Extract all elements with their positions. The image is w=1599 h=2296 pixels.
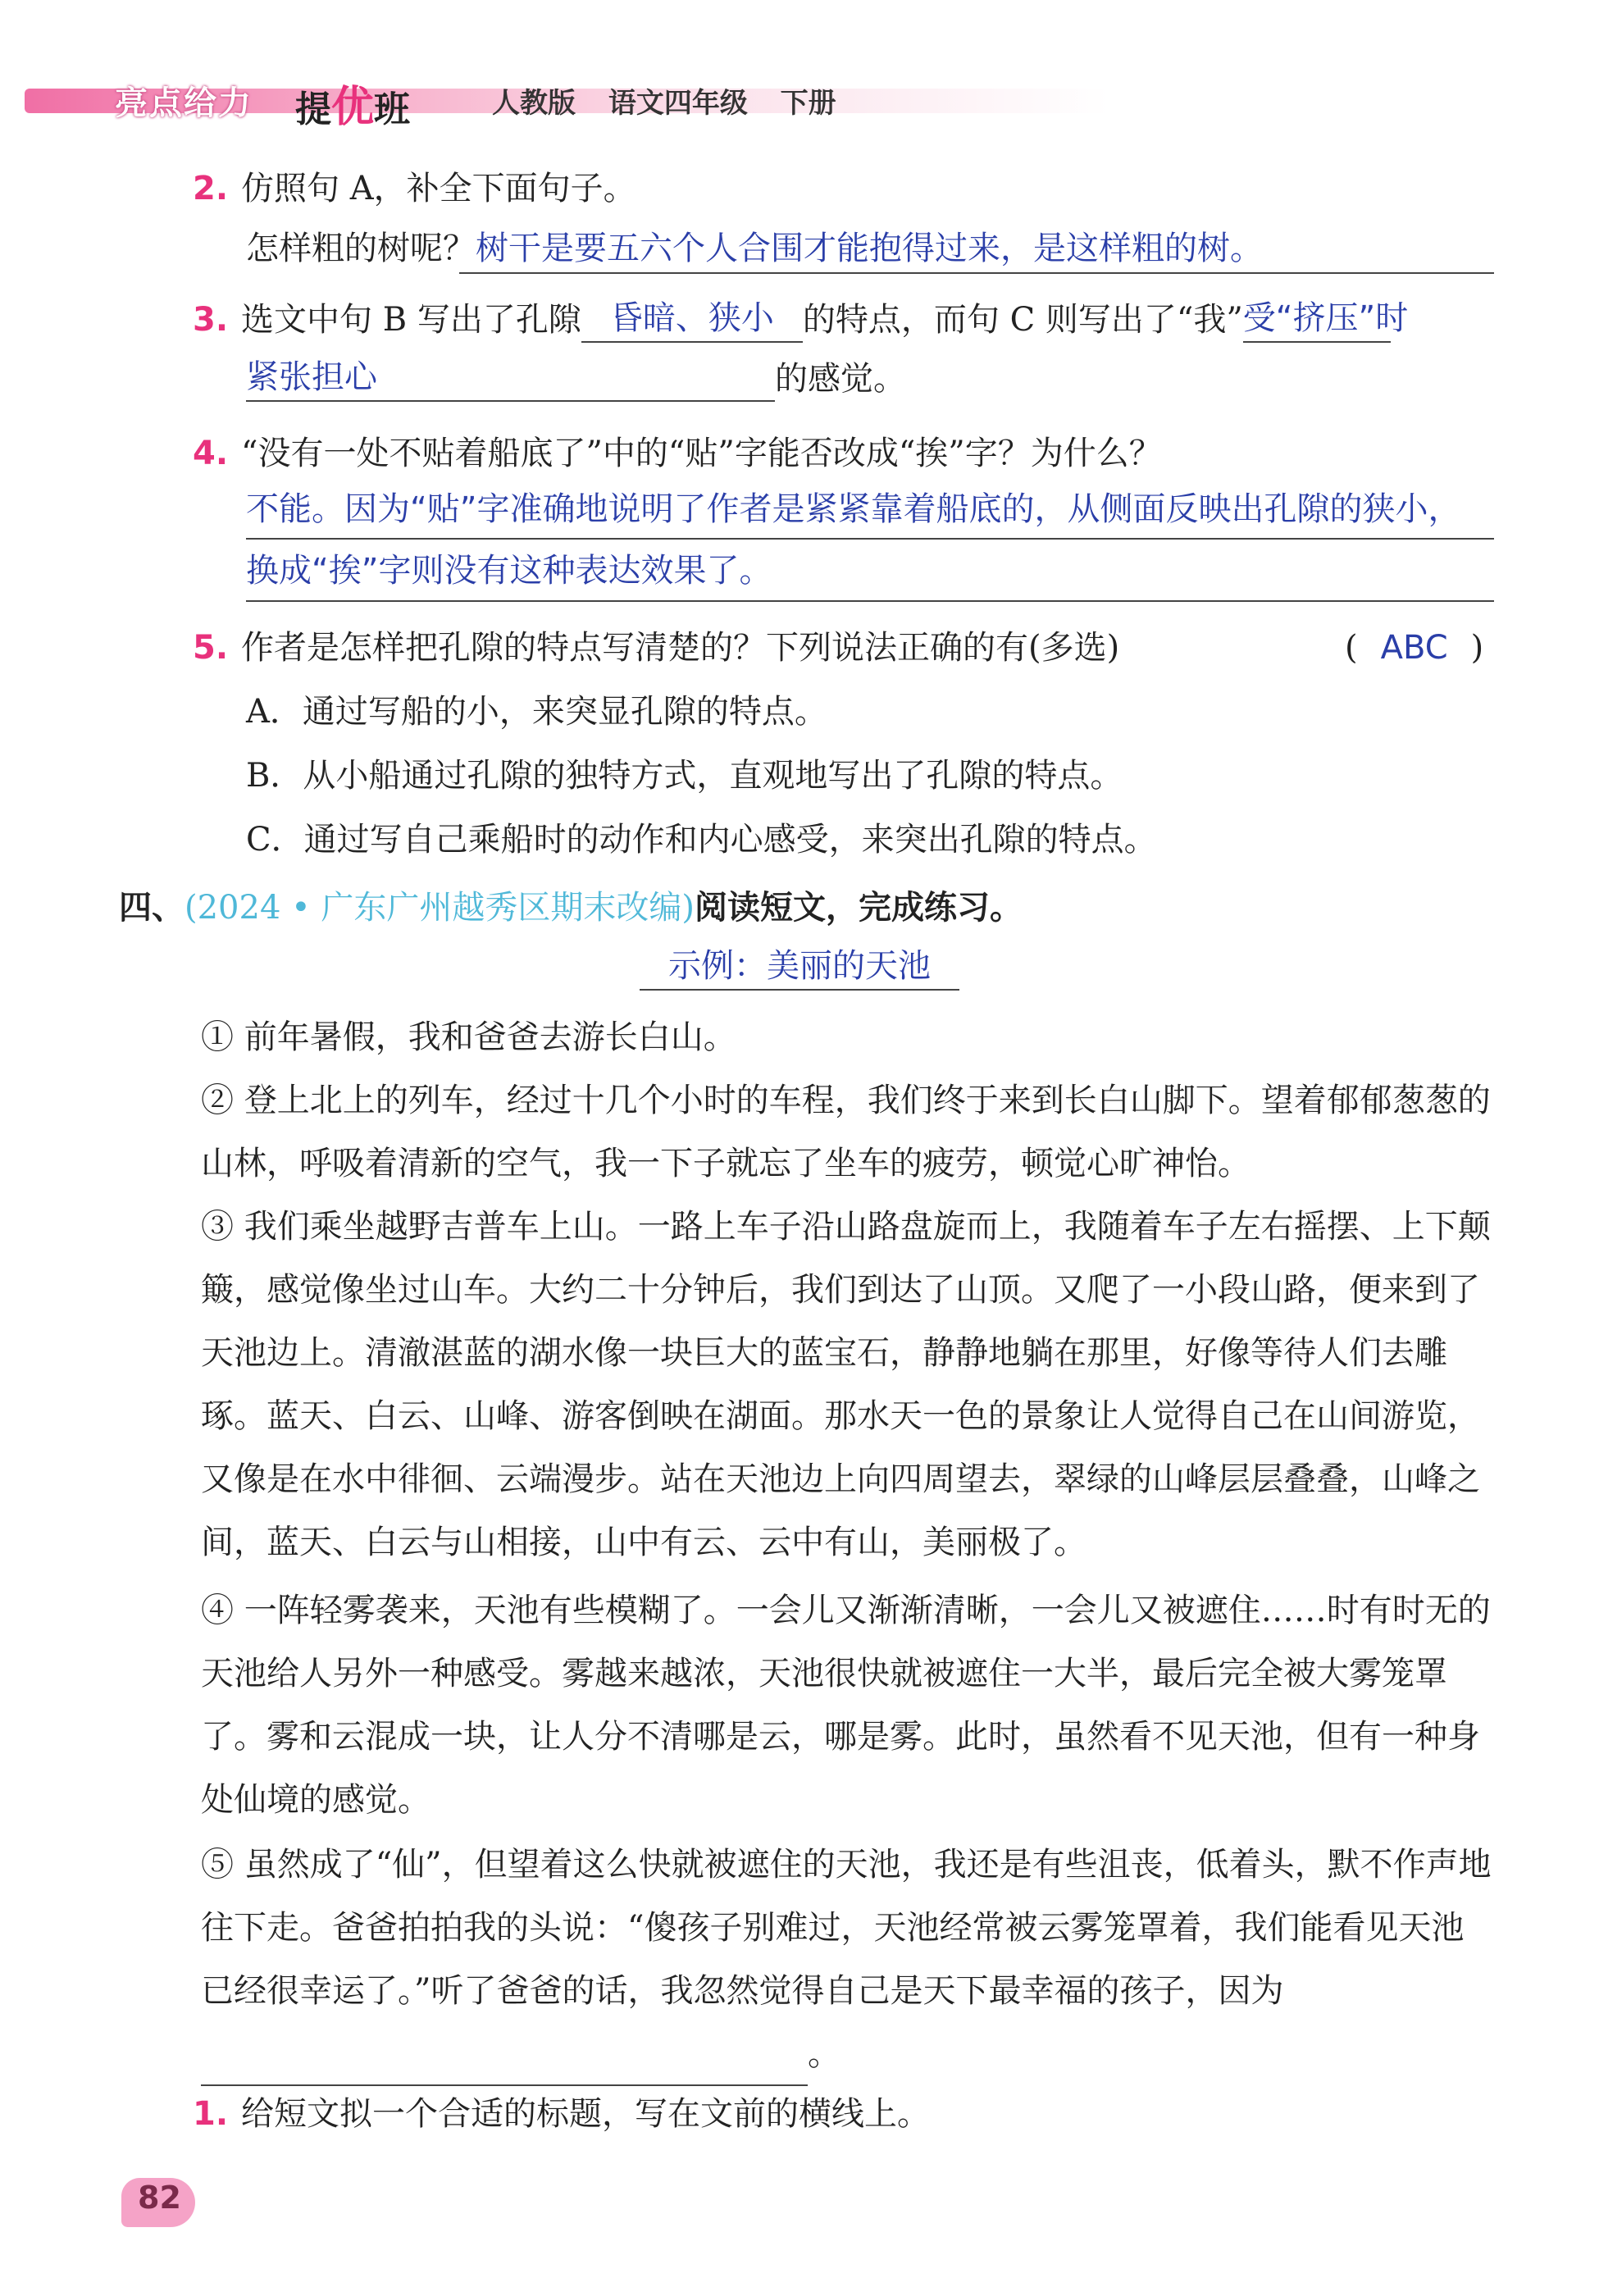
q3-text-b: 的特点，而句 C 则写出了“我” [802,301,1243,339]
paren-close: ) [1470,629,1484,667]
q4-underline-1 [246,538,1494,540]
question-text: 作者是怎样把孔隙的特点写清楚的？下列说法正确的有(多选) [241,629,1120,667]
q3-answer-b1: 受“挤压”时 [1243,295,1391,343]
page-number [121,2173,203,2232]
q5-answer: ABC [1380,629,1448,667]
brand-ti: 提 [295,89,331,130]
q5-option-b: B．从小船通过孔隙的独特方式，直观地写出了孔隙的特点。 [246,757,1123,795]
section-source: (2024 • 广东广州越秀区期末改编) [184,889,695,927]
question-text: 仿照句 A，补全下面句子。 [241,170,636,207]
q4-answer-line2 [246,548,772,594]
paragraph-3: ③ 我们乘坐越野吉普车上山。一路上车子沿山路盘旋而上，我随着车子左右摇摆、上下颠簸，感觉像坐过山车。大约二十分钟后，我们到达了山顶。又爬了一小段山路，便来到了天池边上。清澈湛蓝的湖水像一块巨大的蓝宝石，静静地躺在那里，好像等待人们去雕琢。蓝天、白云、山峰、游客倒映在湖面。那水天一色的景象让人觉得自己在山间游览，又像是在水中徘徊、云端漫步。站在天池边上向四周望去，翠绿的山峰层层叠叠，山峰之间，蓝天、白云与山相接，山中有云、云中有山，美丽极了。 [201,1208,1491,1561]
page-header [25,72,1574,132]
section-4-heading [119,882,1023,928]
paragraph-5 [119,1834,1496,2086]
q2-prompt: 怎样粗的树呢？ [246,230,476,267]
q2-underline [459,272,1494,274]
q2-answer-line [246,226,1263,271]
brand-slogan: 亮点给力 [115,84,253,122]
q3-line2 [246,354,906,402]
question-text: 给短文拟一个合适的标题，写在文前的横线上。 [241,2095,931,2133]
question-number: 1. [193,2095,229,2133]
section-instruction: 阅读短文，完成练习。 [695,889,1023,927]
question-5 [193,625,1119,671]
q2-answer: 树干是要五六个人合围才能抱得过来，是这样粗的树。 [476,230,1263,267]
question-3 [193,295,1409,343]
q3-answer-a: 昏暗、狭小 [581,295,803,343]
q4-answer-1: 不能。因为“贴”字准确地说明了作者是紧紧靠着船底的，从侧面反映出孔隙的狭小， [246,490,1461,528]
paren-open: ( [1345,629,1358,667]
q3-text-a: 选文中句 B 写出了孔隙 [241,301,581,339]
paragraph-2: ② 登上北上的列车，经过十几个小时的车程，我们终于来到长白山脚下。望着郁郁葱葱的山林，呼吸着清新的空气，我一下子就忘了坐车的疲劳，顿觉心旷神怡。 [201,1082,1491,1182]
question-number: 3. [193,301,229,339]
q3-text-c: 的感觉。 [775,360,906,398]
q5-option-a: A．通过写船的小，来突显孔隙的特点。 [246,693,827,731]
brand-logo [295,72,410,134]
question-number: 4. [193,435,229,472]
q4-underline-2 [246,600,1494,602]
passage-title-answer: 示例：美丽的天池 [640,943,959,991]
paragraph-5-end: 。 [808,2035,840,2073]
section-label: 四、 [119,889,184,927]
question-number: 2. [193,170,229,207]
q4-answer-line1 [246,486,1460,532]
paragraph-4: ④ 一阵轻雾袭来，天池有些模糊了。一会儿又渐渐清晰，一会儿又被遮住……时有时无的天池给人另外一种感受。雾越来越浓，天池很快就被遮住一大半，最后完全被大雾笼罩了。雾和云混成一块，让人分不清哪是云，哪是雾。此时，虽然看不见天池，但有一种身处仙境的感觉。 [201,1592,1491,1819]
brand-ban: 班 [374,89,411,130]
page-number-text: 82 [138,2180,181,2216]
question-4 [193,430,1162,476]
q5-option-c: C．通过写自己乘船时的动作和内心感受，来突出孔隙的特点。 [246,821,1157,859]
paragraph-1: ① 前年暑假，我和爸爸去游长白山。 [201,1018,736,1056]
q4-answer-2: 换成“挨”字则没有这种表达效果了。 [246,552,772,590]
question-number: 5. [193,629,229,667]
question-text: “没有一处不贴着船底了”中的“贴”字能否改成“挨”字？为什么？ [241,435,1162,472]
book-meta: 人教版 语文四年级 下册 [492,87,836,120]
question-2 [193,166,636,212]
q5-answer-box [1345,625,1483,671]
paragraph-5-blank [201,2043,808,2086]
paragraph-5-text: ⑤ 虽然成了“仙”，但望着这么快就被遮住的天池，我还是有些沮丧，低着头，默不作声地往下走。爸爸拍拍我的头说：“傻孩子别难过，天池经常被云雾笼罩着，我们能看见天池已经很幸运了。”听了爸爸的话，我忽然觉得自己是天下最幸福的孩子，因为 [201,1846,1492,2010]
brand-you: 优 [331,83,375,132]
q3-answer-b2: 紧张担心 [246,354,775,402]
question-1 [193,2091,930,2137]
